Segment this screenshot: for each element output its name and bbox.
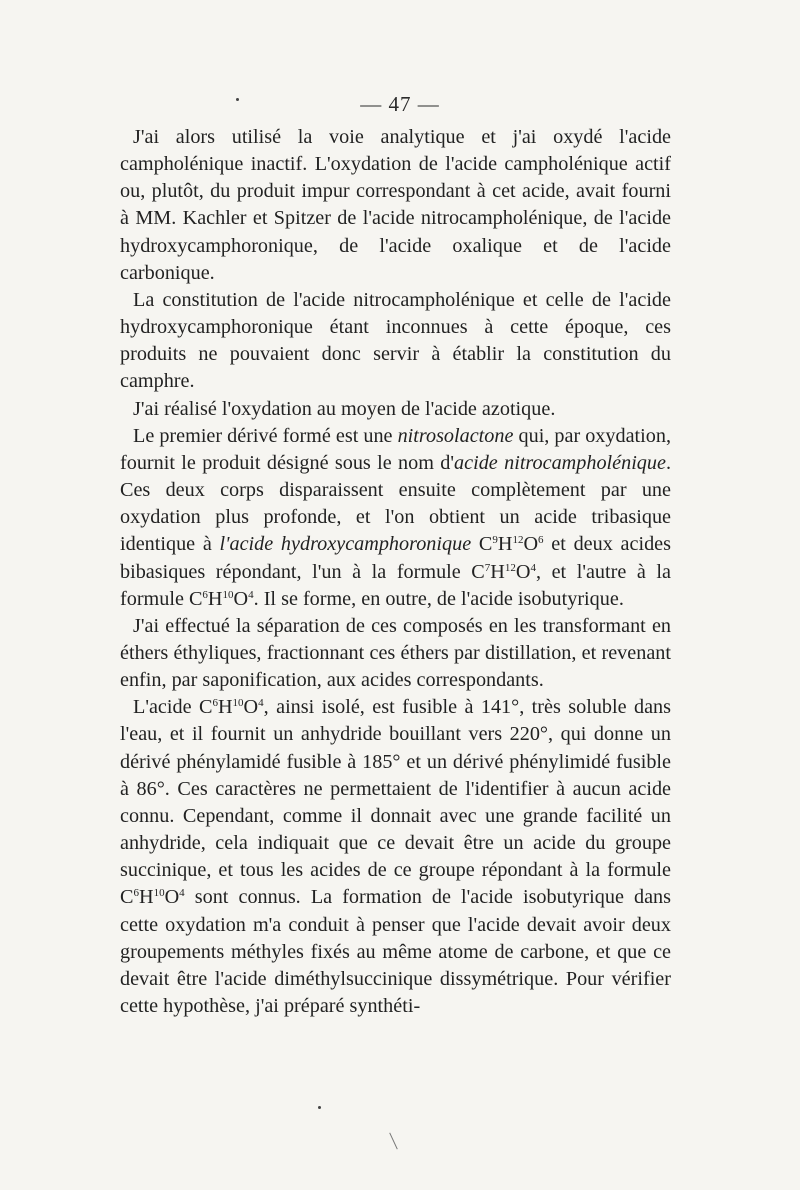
- formula-superscript: 6: [202, 588, 208, 601]
- print-speck: [236, 98, 239, 101]
- formula-superscript: 9: [492, 534, 498, 547]
- text-run: La constitution de l'acide nitrocampholénique et celle de l'acide hydroxycamphoronique étant inconnues à cette époque, ces produits ne pouvaient donc servir à établir la constitution du camphre.: [120, 288, 671, 393]
- text-run: J'ai effectué la séparation de ces composés en les transformant en éthers éthyliques, fractionnant ces éthers par distillation, et revenant enfin, par saponification, aux acides correspondants.: [120, 614, 671, 692]
- formula-superscript: 6: [133, 887, 139, 900]
- text-run: . Ces deux corps disparaissent ensuite complètement par une oxydation plus profonde, et l'on obtient un acide tribasique identique à: [120, 451, 672, 556]
- page-number: — 47 —: [360, 92, 440, 116]
- text-run: H: [490, 560, 505, 583]
- text-run: O: [523, 533, 539, 556]
- text-run: H: [138, 886, 154, 909]
- text-run: qui, par oxydation, fournit le produit désigné sous le nom d': [120, 424, 672, 474]
- text-run: O: [233, 587, 249, 610]
- text-run: O: [243, 696, 259, 719]
- paragraph: [120, 694, 671, 1020]
- paragraph: [120, 423, 671, 613]
- text-run: O: [515, 560, 531, 583]
- formula-superscript: 4: [530, 561, 536, 574]
- formula-superscript: 10: [232, 697, 244, 710]
- body-text: [120, 124, 671, 1020]
- text-run: sont connus. La formation de l'acide isobutyrique dans cette oxydation m'a conduit à penser que l'acide devait avoir deux groupements méthyles fixés au même atome de carbone, et que ce devait être l'acide diméthylsuccinique dissymétrique. Pour vérifier cette hypothèse, j'ai préparé synthéti-: [120, 886, 671, 1017]
- text-run: C: [471, 533, 493, 556]
- print-speck: [318, 1106, 321, 1109]
- formula-superscript: 12: [504, 561, 516, 574]
- text-run: H: [207, 587, 223, 610]
- formula-superscript: 6: [538, 534, 544, 547]
- paragraph: [120, 613, 671, 694]
- italic-term: acide nitrocampholénique: [454, 451, 666, 474]
- text-run: L'acide C: [133, 696, 213, 719]
- print-mark: [389, 1133, 398, 1150]
- paragraph: [120, 287, 671, 396]
- text-run: H: [497, 533, 513, 556]
- formula-superscript: 4: [179, 887, 185, 900]
- italic-term: nitrosolactone: [397, 424, 514, 447]
- italic-term: l'acide hydroxycamphoronique: [219, 533, 472, 556]
- paragraph: [120, 396, 671, 423]
- text-run: , et l'autre à la formule C: [120, 560, 671, 610]
- text-run: . Il se forme, en outre, de l'acide isobutyrique.: [253, 587, 624, 610]
- formula-superscript: 4: [258, 697, 264, 710]
- formula-superscript: 10: [222, 588, 234, 601]
- paragraph: [120, 124, 671, 287]
- text-run: H: [217, 696, 233, 719]
- formula-superscript: 6: [212, 697, 218, 710]
- text-run: O: [164, 886, 180, 909]
- text-run: J'ai alors utilisé la voie analytique et j'ai oxydé l'acide campholénique inactif. L'oxydation de l'acide campholénique actif ou, plutôt, du produit impur correspondant à cet acide, avait fourni à MM. Kachler et Spitzer de l'acide nitrocampholénique, de l'acide hydroxycamphoronique, de l'acide oxalique et de l'acide carbonique.: [120, 126, 671, 284]
- text-run: et deux acides bibasiques répondant, l'un à la formule C: [120, 533, 671, 583]
- text-run: Le premier dérivé formé est une: [133, 424, 398, 447]
- formula-superscript: 7: [484, 561, 491, 574]
- formula-superscript: 4: [248, 588, 254, 601]
- text-run: , ainsi isolé, est fusible à 141°, très soluble dans l'eau, et il fournit un anhydride bouillant vers 220°, qui donne un dérivé phénylamidé fusible à 185° et un dérivé phénylimidé fusible à 86°. Ces caractères ne permettaient de l'identifier à aucun acide connu. Cependant, comme il donnait avec une grande facilité un anhydride, cela indiquait que ce devait être un acide du groupe succinique, et tous les acides de ce groupe répondant à la formule C: [120, 696, 671, 909]
- formula-superscript: 10: [153, 887, 165, 900]
- formula-superscript: 12: [512, 534, 524, 547]
- text-run: J'ai réalisé l'oxydation au moyen de l'acide azotique.: [133, 397, 556, 420]
